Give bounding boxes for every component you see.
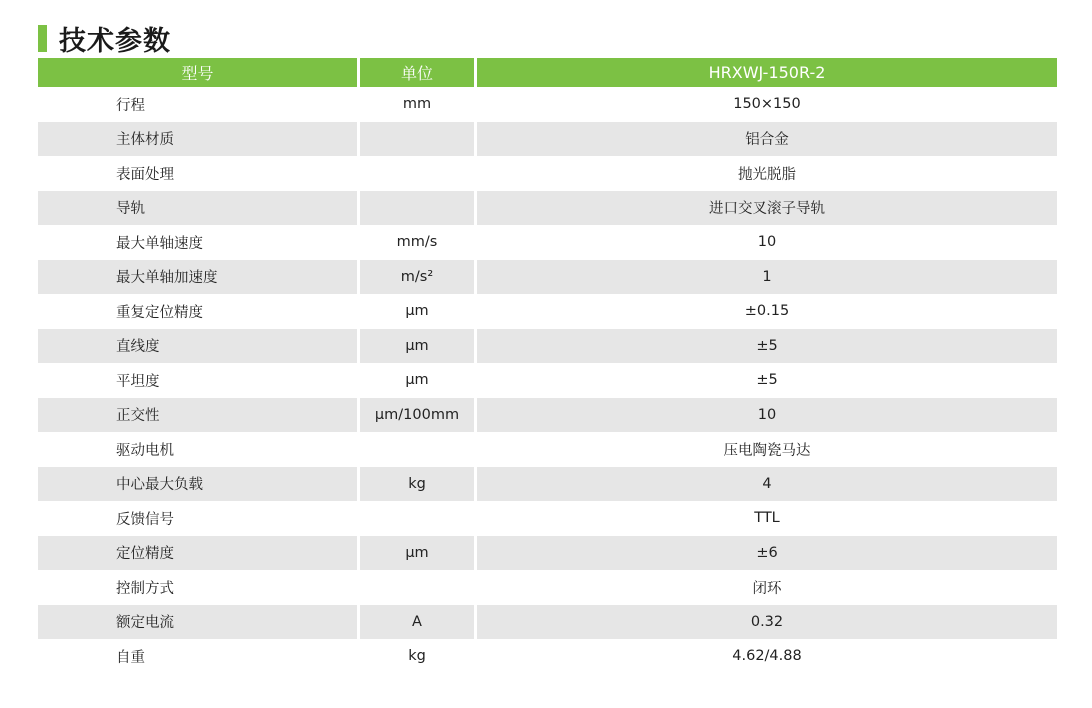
- param-value: 10: [757, 234, 777, 251]
- param-name: 额定电流: [38, 605, 360, 640]
- param-value: 闭环: [752, 580, 782, 597]
- param-value: 铝合金: [477, 122, 1057, 157]
- table-row: [38, 122, 1057, 157]
- param-unit: [360, 570, 477, 605]
- param-unit: [360, 432, 477, 467]
- param-unit: [360, 501, 477, 536]
- table-row: [38, 294, 1057, 329]
- table-row: [38, 570, 1057, 605]
- table-row: [38, 501, 1057, 536]
- table-row: [38, 536, 1057, 571]
- param-value: 10: [477, 398, 1057, 433]
- table-row: [38, 467, 1057, 502]
- table-row: [38, 398, 1057, 433]
- param-unit: m/s²: [360, 260, 477, 295]
- param-value: ±6: [477, 536, 1057, 571]
- header-model: 型号: [38, 58, 360, 87]
- param-value: ±5: [477, 329, 1057, 364]
- table-row: [38, 156, 1057, 191]
- param-value: 压电陶瓷马达: [723, 442, 811, 459]
- param-unit: [360, 122, 477, 157]
- param-name: 导轨: [38, 191, 360, 226]
- param-value: 抛光脱脂: [738, 166, 796, 183]
- param-value: ±5: [756, 372, 778, 389]
- header-unit: 单位: [360, 58, 477, 87]
- param-name: 反馈信号: [38, 501, 360, 536]
- param-unit: mm: [360, 87, 477, 122]
- table-row: [38, 639, 1057, 674]
- param-name: 控制方式: [38, 570, 360, 605]
- table-row: [38, 432, 1057, 467]
- param-name: 定位精度: [38, 536, 360, 571]
- param-name: 最大单轴速度: [38, 225, 360, 260]
- table-row: [38, 605, 1057, 640]
- param-value: 4: [477, 467, 1057, 502]
- param-unit: A: [360, 605, 477, 640]
- param-unit: μm: [360, 294, 477, 329]
- param-unit: mm/s: [360, 225, 477, 260]
- param-name: 驱动电机: [38, 432, 360, 467]
- param-unit: μm/100mm: [360, 398, 477, 433]
- title-accent-bar: [38, 25, 47, 52]
- table-row: [38, 363, 1057, 398]
- table-row: [38, 329, 1057, 364]
- param-unit: μm: [360, 363, 477, 398]
- param-value: 4.62/4.88: [732, 648, 802, 665]
- param-value: 进口交叉滚子导轨: [477, 191, 1057, 226]
- param-value: ±0.15: [744, 303, 790, 320]
- param-name: 自重: [38, 639, 360, 674]
- param-name: 表面处理: [38, 156, 360, 191]
- table-header-row: [38, 58, 1057, 87]
- section-header: [38, 22, 171, 57]
- param-unit: kg: [360, 467, 477, 502]
- table-row: [38, 191, 1057, 226]
- param-name: 中心最大负载: [38, 467, 360, 502]
- param-unit: kg: [360, 639, 477, 674]
- param-name: 正交性: [38, 398, 360, 433]
- param-value: 1: [477, 260, 1057, 295]
- section-title: 技术参数: [59, 25, 171, 57]
- spec-table: [38, 58, 1057, 674]
- param-unit: μm: [360, 536, 477, 571]
- param-unit: [360, 191, 477, 226]
- param-name: 行程: [38, 87, 360, 122]
- table-row: [38, 260, 1057, 295]
- table-row: [38, 87, 1057, 122]
- param-name: 重复定位精度: [38, 294, 360, 329]
- param-name: 直线度: [38, 329, 360, 364]
- table-row: [38, 225, 1057, 260]
- header-model-number: HRXWJ-150R-2: [477, 58, 1057, 87]
- param-name: 主体材质: [38, 122, 360, 157]
- param-value: TTL: [754, 510, 780, 527]
- param-name: 平坦度: [38, 363, 360, 398]
- param-value: 0.32: [477, 605, 1057, 640]
- param-unit: μm: [360, 329, 477, 364]
- param-value: 150×150: [733, 96, 801, 113]
- spec-table-body: [38, 87, 1057, 674]
- param-unit: [360, 156, 477, 191]
- param-name: 最大单轴加速度: [38, 260, 360, 295]
